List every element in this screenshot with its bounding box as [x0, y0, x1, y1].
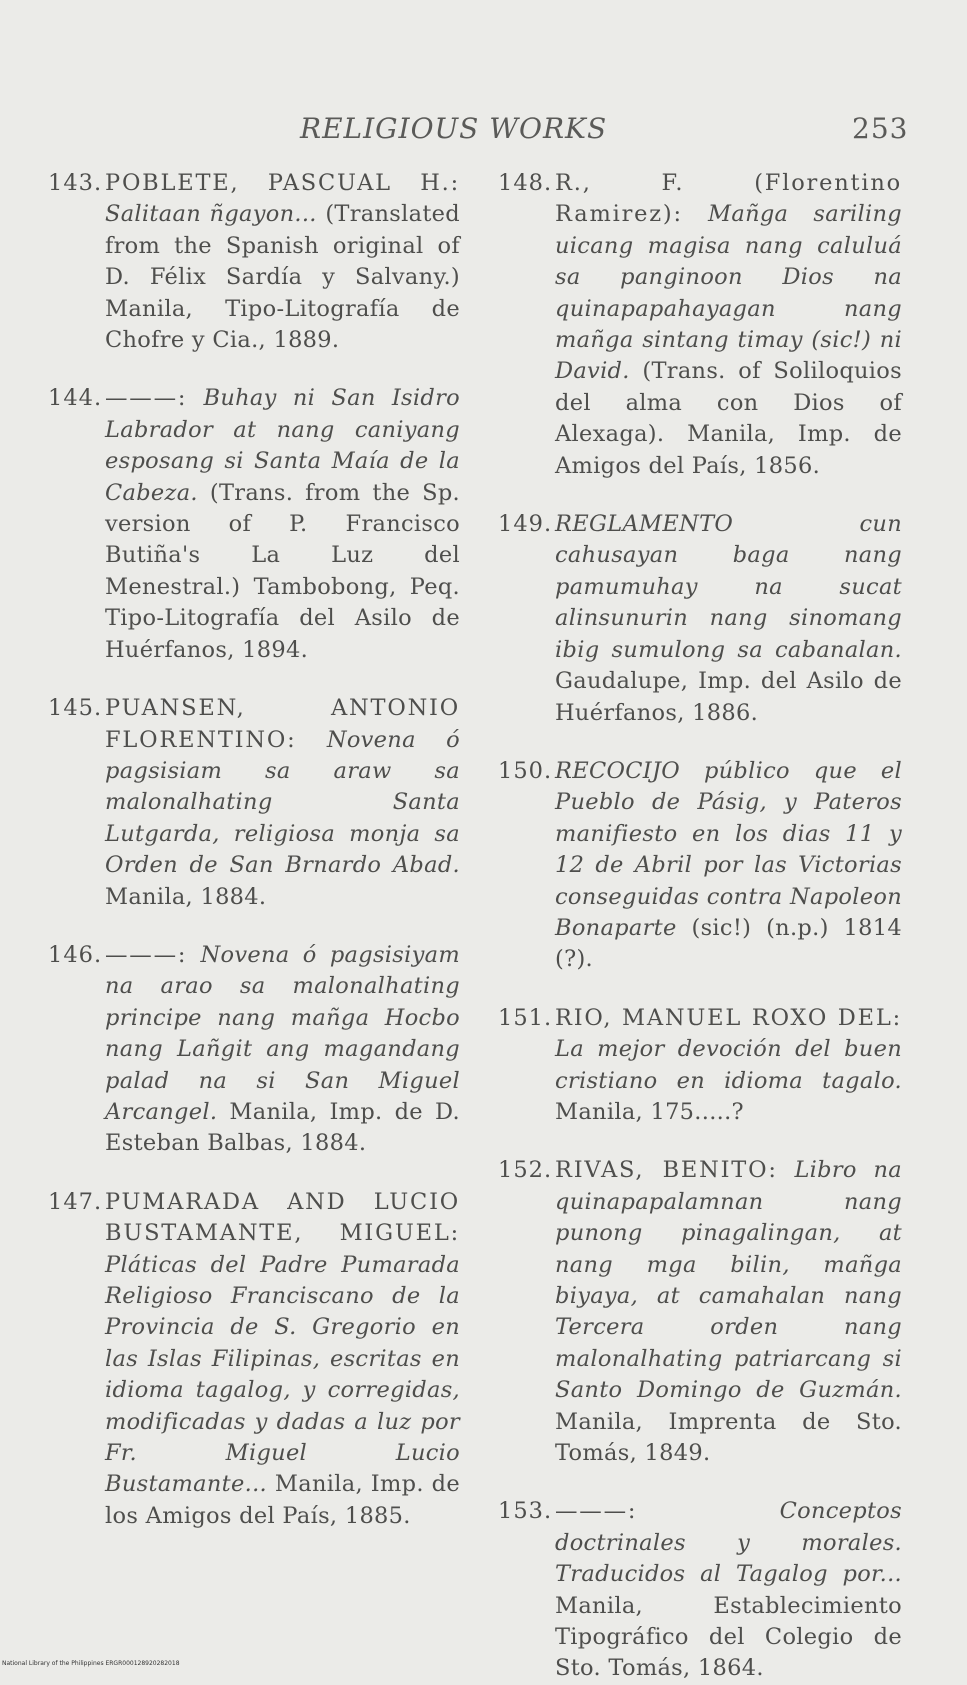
entry-title: Libro na quinapapalamnan nang punong pinagalingan, at nang mga bilin, mañga biyaya, at camahalan nang Tercera orden nang malonalhating patriarcang si Santo Domingo de Guzmán.: [555, 1157, 902, 1404]
entry-details: (sic!) (n.p.) 1814 (?).: [555, 914, 902, 973]
bibliography-entry: [48, 383, 460, 666]
entry-number: 150.: [498, 757, 553, 784]
entry-details: (Translated from the Spanish original of D. Félix Sardía y Salvany.) Manila, Tipo-Litografía de Chofre y Cia., 1889.: [105, 201, 460, 354]
entry-details: Manila, Imp. de D. Esteban Balbas, 1884.: [105, 1098, 460, 1157]
entry-text: [555, 1155, 902, 1469]
entry-text: [555, 1496, 902, 1684]
entry-title: RECOCIJO público que el Pueblo de Pásig, y Pateros manifiesto en los dias 11 y 12 de Abril por las Victorias conseguidas contra Napoleon Bonaparte: [555, 757, 902, 941]
entry-details: Manila, Imp. de los Amigos del País, 1885.: [105, 1471, 460, 1529]
entry-text: [555, 509, 902, 729]
bibliography-entry: [48, 168, 460, 356]
entry-number: 151.: [498, 1004, 553, 1031]
bibliography-entry: [498, 509, 902, 729]
bibliography-entry: [498, 1155, 902, 1469]
entry-author: PUMARADA AND LUCIO BUSTAMANTE, MIGUEL:: [105, 1188, 460, 1247]
bibliography-entry: [498, 168, 902, 482]
entry-number: 147.: [48, 1188, 103, 1215]
entry-title: Mañga sariling uicang magisa nang caluluá sa panginoon Dios na quinapapahayagan nang mañga sintang timay (sic!) ni David.: [555, 201, 902, 385]
entry-text: [105, 1187, 460, 1532]
bibliography-entry: [48, 1187, 460, 1532]
entry-title: Novena ó pagsisiyam na arao sa malonalhating principe nang mañga Hocbo nang Lañgit ang magandang palad na si San Miguel Arcangel.: [105, 941, 460, 1125]
entry-number: 152.: [498, 1157, 553, 1184]
entry-author: R., F. (Florentino Ramirez):: [555, 170, 902, 228]
bibliography-entry: [498, 756, 902, 976]
entry-number: 145.: [48, 695, 103, 722]
entry-text: [555, 756, 902, 976]
entry-author: ———:: [105, 385, 188, 412]
page-number: 253: [852, 112, 909, 145]
scan-footer: National Library of the Philippines ERGR000128920282018: [2, 1660, 180, 1667]
entry-text: [555, 168, 902, 482]
entry-number: 149.: [498, 511, 553, 538]
entry-author: PUANSEN, ANTONIO FLORENTINO:: [105, 695, 460, 753]
entry-title: REGLAMENTO cun cahusayan baga nang pamumuhay na sucat alinsunurin nang sinomang ibig sumulong sa cabanalan.: [555, 511, 902, 663]
entry-text: [105, 693, 460, 913]
entry-text: [105, 383, 460, 666]
entry-number: 143.: [48, 170, 103, 196]
entry-author: ———:: [555, 1498, 638, 1525]
entry-details: (Trans. from the Sp. version of P. Francisco Butiña's La Luz del Menestral.) Tambobong, Peq. Tipo-Litografía del Asilo de Huérfanos, 1894.: [105, 479, 460, 663]
entry-details: Manila, Establecimiento Tipográfico del Colegio de Sto. Tomás, 1864.: [555, 1592, 902, 1682]
bibliography-entry: [498, 1496, 902, 1684]
entry-title: Novena ó pagsisiam sa araw sa malonalhating Santa Lutgarda, religiosa monja sa Orden de San Brnardo Abad.: [105, 726, 460, 879]
entry-title: La mejor devoción del buen cristiano en idioma tagalo.: [555, 1036, 902, 1094]
entry-details: Manila, 1884.: [105, 883, 267, 910]
entry-title: Conceptos doctrinales y morales. Traducidos al Tagalog por...: [555, 1498, 902, 1588]
entry-number: 146.: [48, 941, 103, 968]
entry-author: POBLETE, PASCUAL H.:: [105, 170, 460, 196]
bibliography-entry: [48, 940, 460, 1160]
entry-number: 144.: [48, 385, 103, 412]
entry-details: Manila, 175.....?: [555, 1098, 744, 1125]
entry-text: [105, 168, 460, 356]
bibliography-entry: [48, 693, 460, 913]
entry-author: RIVAS, BENITO:: [555, 1157, 778, 1184]
entry-title: Salitaan ñgayon...: [105, 201, 317, 228]
entry-author: ———:: [105, 941, 188, 968]
bibliography-entry: [498, 1003, 902, 1129]
entry-text: [105, 940, 460, 1160]
entry-details: Gaudalupe, Imp. del Asilo de Huérfanos, 1886.: [555, 668, 902, 726]
entry-details: (Trans. of Soliloquios del alma con Dios of Alexaga). Manila, Imp. de Amigos del País, 1856.: [555, 358, 902, 479]
right-column: [498, 168, 902, 1685]
running-title: RELIGIOUS WORKS: [300, 112, 608, 145]
entry-title: Buhay ni San Isidro Labrador at nang caniyang esposang si Santa Maía de la Cabeza.: [105, 385, 460, 506]
left-column: [48, 168, 460, 1532]
entry-number: 153.: [498, 1498, 553, 1525]
entry-number: 148.: [498, 170, 553, 196]
entry-details: Manila, Imprenta de Sto. Tomás, 1849.: [555, 1408, 902, 1467]
entry-text: [555, 1003, 902, 1129]
entry-title: Pláticas del Padre Pumarada Religioso Franciscano de la Provincia de S. Gregorio en las Islas Filipinas, escritas en idioma tagalog, y corregidas, modificadas y dadas a luz por Fr. Miguel Lucio Bustamante...: [105, 1251, 460, 1498]
entry-author: RIO, MANUEL ROXO DEL:: [555, 1004, 902, 1031]
